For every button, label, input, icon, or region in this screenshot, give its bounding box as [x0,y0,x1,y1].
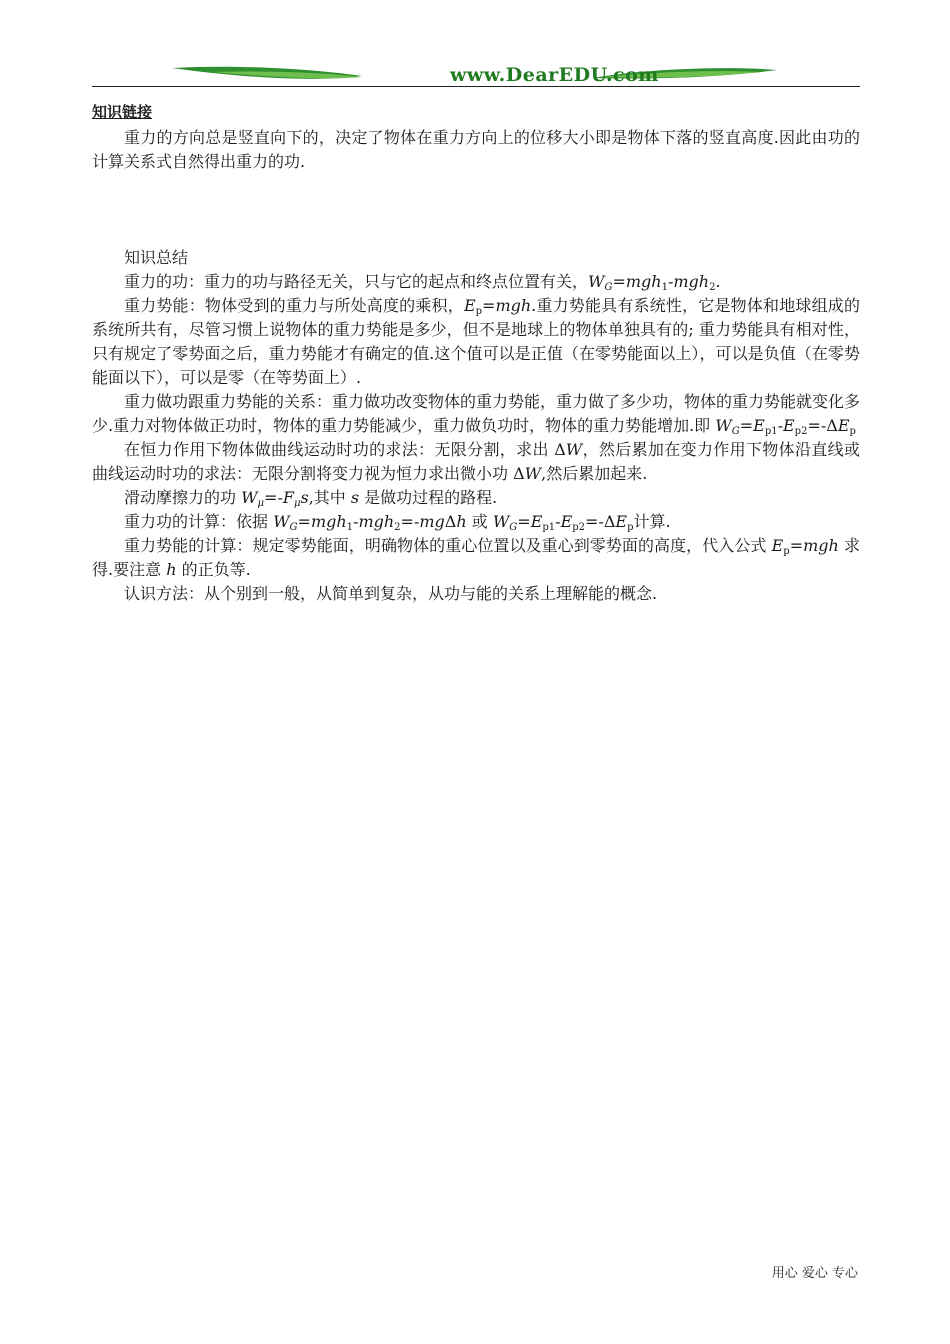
document-body [92,100,860,606]
footer-slogan: 用心 爱心 专心 [771,1266,858,1281]
header-rule [92,86,860,87]
link-paragraph: 重力的方向总是竖直向下的，决定了物体在重力方向上的位移大小即是物体下落的竖直高度.因此由功的计算关系式自然得出重力的功. [92,128,860,171]
section-title: 知识链接 [92,103,153,121]
summary-heading: 知识总结 [124,248,189,267]
gravity-work-paragraph: 重力的功：重力的功与路径无关，只与它的起点和终点位置有关，$W_G=mgh_1-mgh_2$. [124,272,721,293]
method-paragraph: 认识方法：从个别到一般，从简单到复杂，从功与能的关系上理解能的概念. [124,584,658,603]
friction-work-paragraph: 滑动摩擦力的功 $W_\mu=-F_\mu s$,其中 s 是做功过程的路程. [124,488,498,509]
gravity-work-calc-paragraph: 重力功的计算：依据 $W_G=mgh_1-mgh_2=$-mgΔh 或 $W_G=E_{p1}-E_{p2}=-\Delta E_p$计算. [124,512,671,533]
potential-energy-calc-paragraph: 重力势能的计算：规定零势能面，明确物体的重心位置以及重心到零势面的高度，代入公式 $E_p=mgh$ 求得.要注意 h 的正负等. [92,536,860,579]
curve-motion-work-paragraph: 在恒力作用下物体做曲线运动时功的求法：无限分割，求出 ΔW，然后累加在变力作用下物体沿直线或曲线运动时功的求法：无限分割将变力视为恒力求出微小功 ΔW,然后累加起来. [92,440,860,483]
work-energy-relation-paragraph: 重力做功跟重力势能的关系：重力做功改变物体的重力势能，重力做了多少功，物体的重力势能就变化多少.重力对物体做正功时，物体的重力势能减少，重力做负功时，物体的重力势能增加.即 $W_G=E_{p1}-E_{p2}=-\Delta E_p$ [92,392,861,437]
site-logo-text: www.DearEDU.com [450,64,659,86]
potential-energy-paragraph: 重力势能：物体受到的重力与所处高度的乘积，$E_p=mgh$.重力势能具有系统性，它是物体和地球组成的系统所共有，尽管习惯上说物体的重力势能是多少，但不是地球上的物体单独具有的; 重力势能具有相对性，只有规定了零势面之后，重力势能才有确定的值.这个值可以是正值（在零势能面以上），可以是负值（在零势能面以下），可以是零（在等势面上）. [92,296,860,387]
spacer [92,174,860,246]
